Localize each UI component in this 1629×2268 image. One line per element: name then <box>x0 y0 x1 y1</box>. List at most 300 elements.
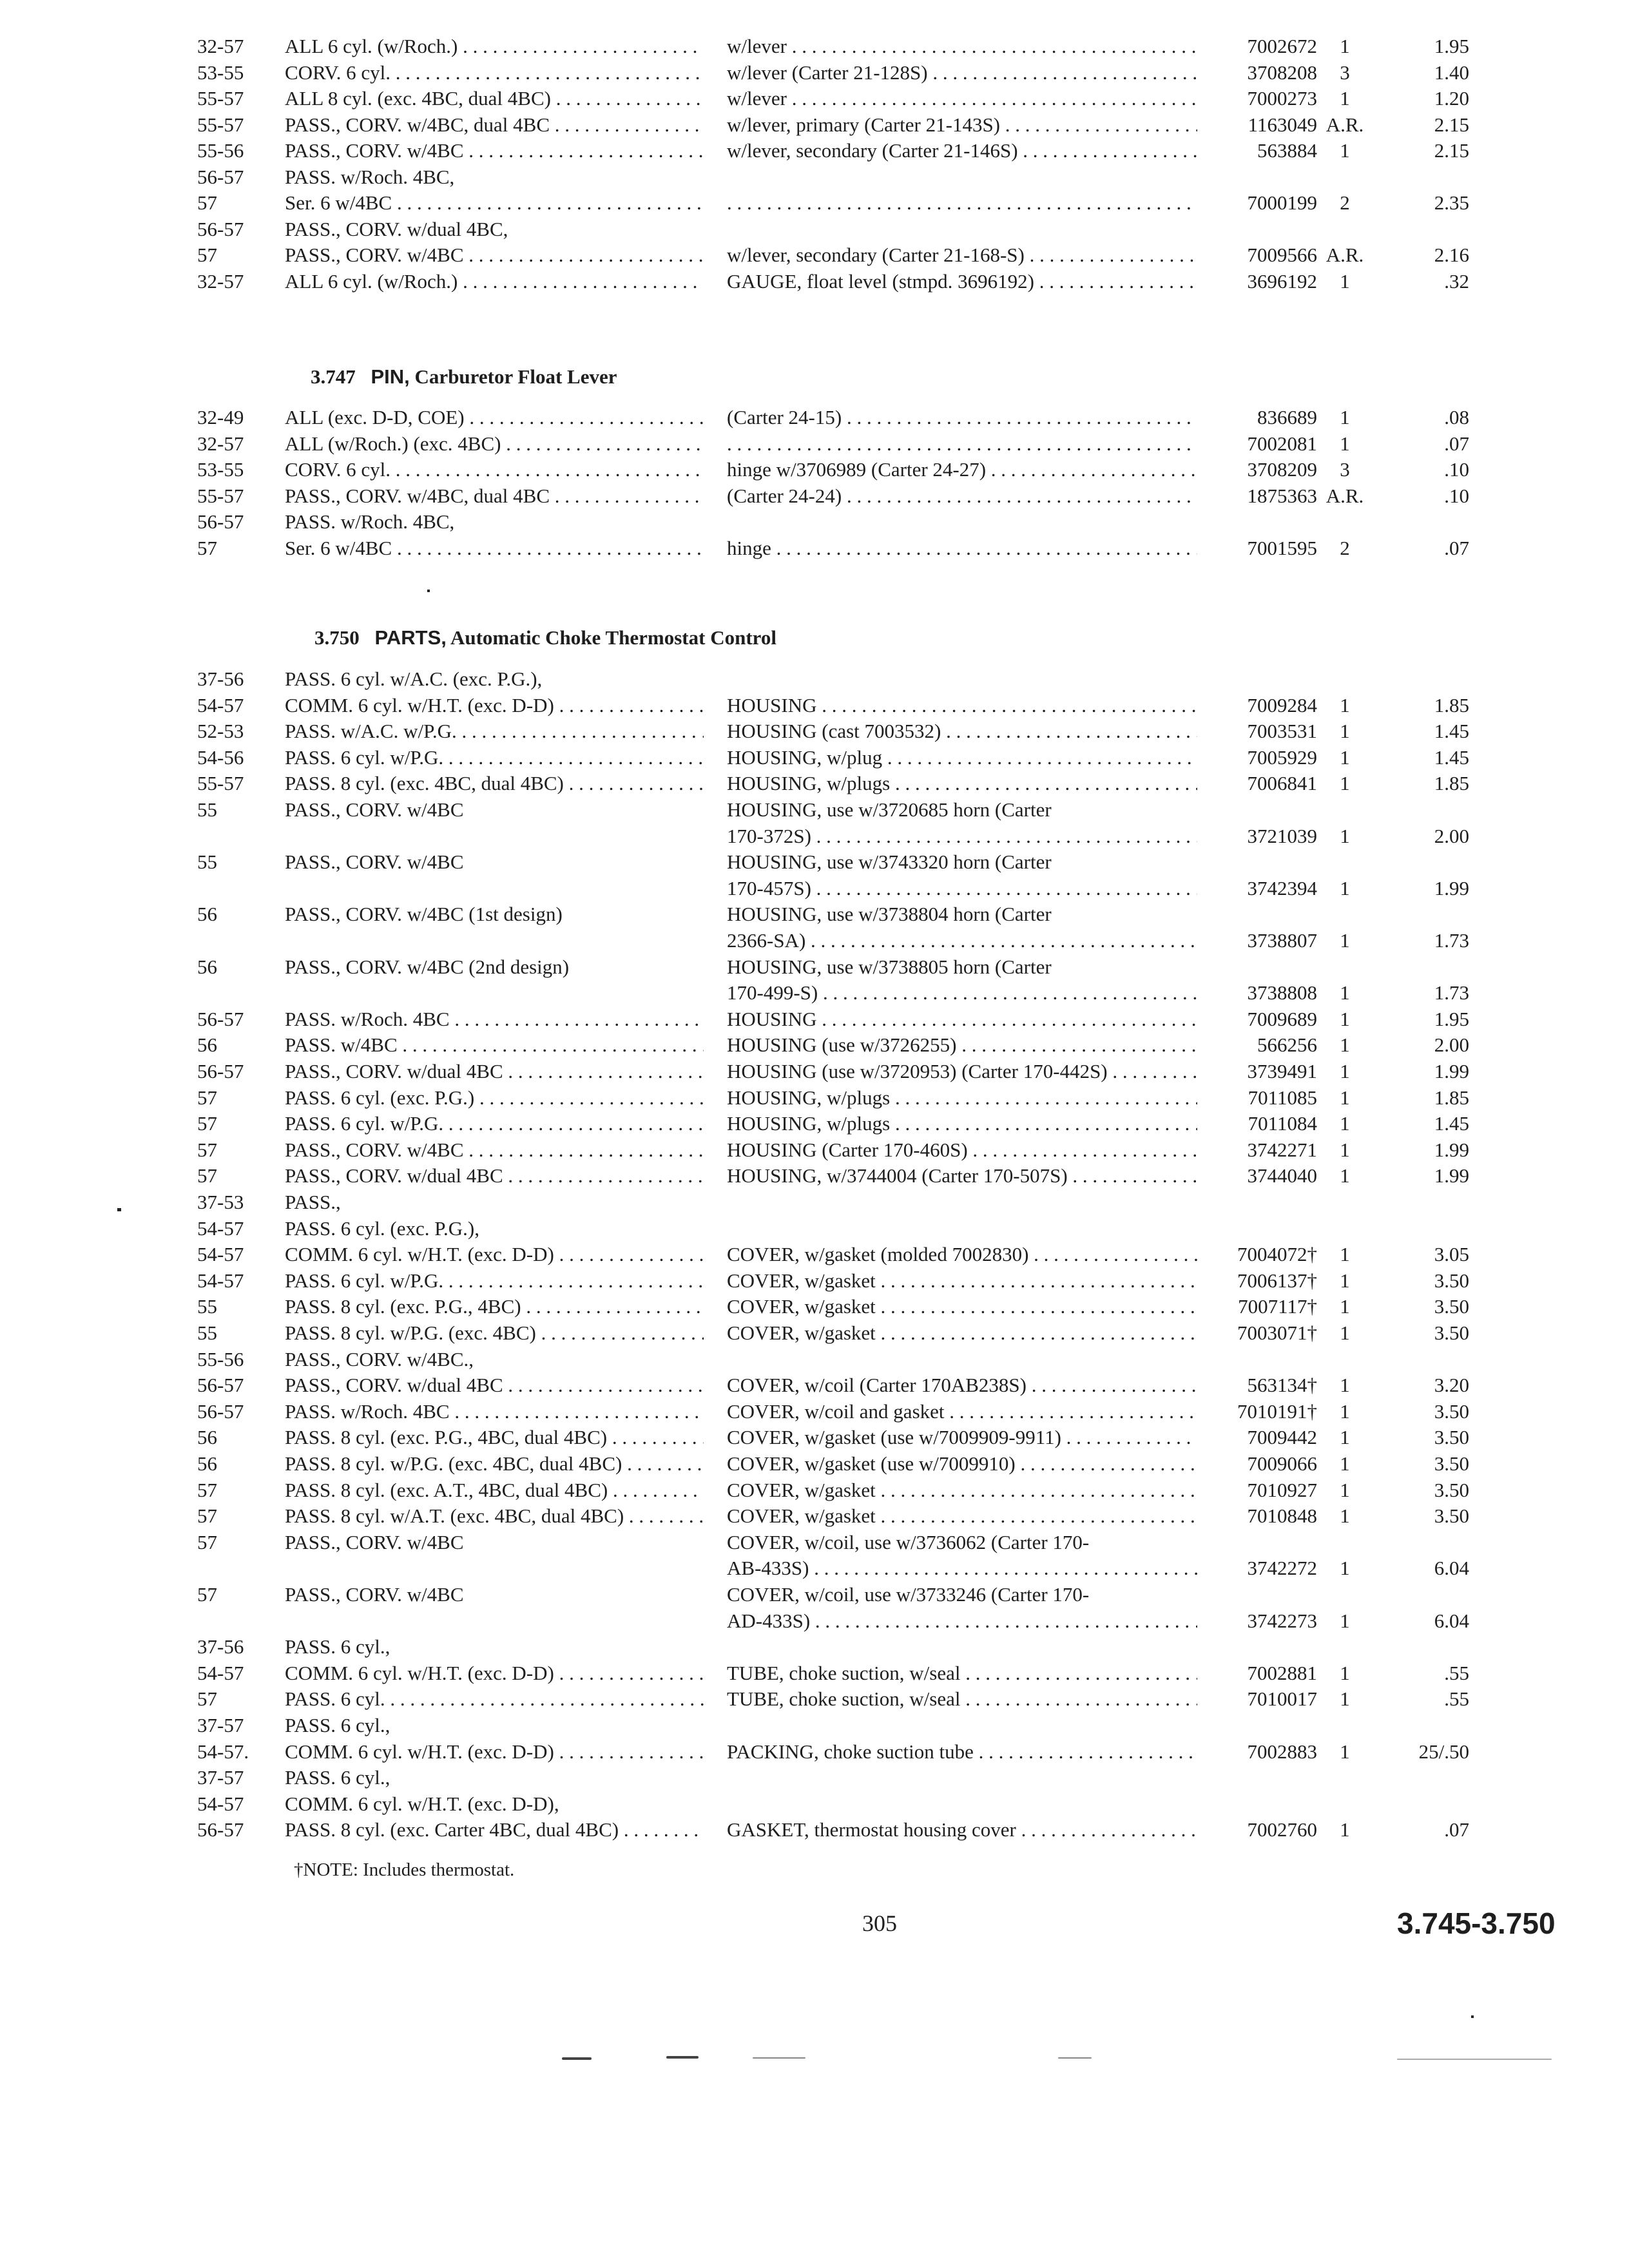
part-description: 2366-SA) . . . <box>727 928 1197 954</box>
model-year: 54-57. <box>197 1740 249 1763</box>
parts-row <box>0 242 1629 268</box>
parts-row <box>0 1739 1629 1765</box>
quantity: 1 <box>1340 35 1350 57</box>
part-number: 7002881 <box>1247 1661 1317 1684</box>
model-applicability: ALL (exc. D-D, COE) . . . <box>285 405 704 430</box>
model-applicability: ALL 6 cyl. (w/Roch.) . . . <box>285 34 704 59</box>
model-applicability: PASS. 6 cyl., <box>285 1714 390 1736</box>
quantity: 1 <box>1340 139 1350 162</box>
parts-row <box>0 1425 1629 1450</box>
model-applicability: CORV. 6 cyl. . . . <box>285 457 704 483</box>
model-year: 56-57 <box>197 1818 244 1841</box>
quantity: 1 <box>1340 1033 1350 1057</box>
model-year: 54-57 <box>197 1243 244 1266</box>
price: 1.99 <box>1434 1138 1469 1161</box>
model-applicability: ALL (w/Roch.) (exc. 4BC) . . . <box>285 431 704 457</box>
part-description: HOUSING, w/plugs . . . <box>727 771 1197 796</box>
parts-row <box>0 164 1629 190</box>
model-year: 37-57 <box>197 1714 244 1736</box>
parts-row <box>0 483 1629 509</box>
model-year: 55-56 <box>197 1347 244 1370</box>
scan-speck <box>1471 2015 1474 2018</box>
parts-row <box>0 509 1629 535</box>
parts-row <box>0 60 1629 86</box>
section-heading-3-747 <box>311 365 617 389</box>
quantity: 1 <box>1340 1374 1350 1397</box>
parts-row <box>0 1059 1629 1084</box>
price: 3.50 <box>1434 1269 1469 1292</box>
model-applicability: PASS. w/Roch. 4BC . . . <box>285 1006 704 1032</box>
part-description: w/lever, secondary (Carter 21-146S) . . . <box>727 138 1197 164</box>
part-number: 7006137† <box>1237 1269 1317 1292</box>
part-description: AD-433S) . . . <box>727 1608 1197 1634</box>
price: .55 <box>1444 1687 1469 1711</box>
model-applicability: PASS. 6 cyl., <box>285 1766 390 1789</box>
model-year: 54-56 <box>197 745 244 769</box>
model-year: 55-57 <box>197 484 244 507</box>
quantity: 1 <box>1340 1818 1350 1841</box>
parts-row <box>0 1686 1629 1712</box>
quantity: 1 <box>1340 1164 1350 1187</box>
model-year: 32-49 <box>197 406 244 428</box>
model-year: 57 <box>197 1112 217 1135</box>
quantity: A.R. <box>1325 113 1364 136</box>
model-applicability: PASS. w/Roch. 4BC, <box>285 165 455 188</box>
parts-row <box>0 457 1629 483</box>
model-applicability: PASS., CORV. w/dual 4BC, <box>285 217 508 240</box>
parts-row <box>0 269 1629 294</box>
quantity: 1 <box>1340 1661 1350 1684</box>
price: 6.04 <box>1434 1557 1469 1580</box>
model-applicability: PASS. 6 cyl. w/P.G. . . . <box>285 1111 704 1137</box>
part-description: hinge w/3706989 (Carter 24-27) . . . <box>727 457 1197 483</box>
quantity: 1 <box>1340 1399 1350 1423</box>
model-year: 56 <box>197 1452 217 1475</box>
section-title-word: PARTS, <box>374 626 447 649</box>
price: 3.50 <box>1434 1321 1469 1344</box>
part-description: hinge . . . <box>727 535 1197 561</box>
parts-row <box>0 34 1629 59</box>
part-description: HOUSING (cast 7003532) . . . <box>727 718 1197 744</box>
parts-row <box>0 718 1629 744</box>
parts-row <box>0 1372 1629 1398</box>
parts-row <box>0 797 1629 823</box>
part-description: w/lever . . . <box>727 86 1197 111</box>
price: 1.45 <box>1434 745 1469 769</box>
model-year: 32-57 <box>197 432 244 455</box>
model-year: 56-57 <box>197 1374 244 1397</box>
scan-smudge <box>753 2057 805 2059</box>
quantity: 2 <box>1340 537 1350 559</box>
quantity: 1 <box>1340 269 1350 293</box>
quantity: 1 <box>1340 824 1350 847</box>
model-applicability: PASS. 8 cyl. w/A.T. (exc. 4BC, dual 4BC) . . . <box>285 1503 704 1529</box>
quantity: 1 <box>1340 1452 1350 1475</box>
scan-speck <box>427 590 430 592</box>
price: .10 <box>1444 458 1469 481</box>
quantity: 1 <box>1340 406 1350 428</box>
section-title-word: PIN, <box>371 365 410 388</box>
model-year: 57 <box>197 1687 217 1711</box>
quantity: 1 <box>1340 981 1350 1004</box>
model-year: 54-57 <box>197 1269 244 1292</box>
quantity: 2 <box>1340 191 1350 214</box>
parts-row <box>0 86 1629 111</box>
parts-row <box>0 771 1629 796</box>
parts-row <box>0 405 1629 430</box>
price: .07 <box>1444 432 1469 455</box>
parts-row <box>0 1294 1629 1320</box>
model-applicability: COMM. 6 cyl. w/H.T. (exc. D-D) . . . <box>285 693 704 718</box>
part-number: 3708208 <box>1247 61 1317 84</box>
parts-row <box>0 876 1629 901</box>
quantity: 1 <box>1340 432 1350 455</box>
price: 3.20 <box>1434 1374 1469 1397</box>
part-number: 7011085 <box>1248 1086 1317 1109</box>
part-description: COVER, w/coil, use w/3733246 (Carter 170- <box>727 1583 1090 1606</box>
parts-row <box>0 1137 1629 1163</box>
model-applicability: PASS. 8 cyl. (exc. P.G., 4BC, dual 4BC) . . . <box>285 1425 704 1450</box>
quantity: 1 <box>1340 1687 1350 1711</box>
quantity: 3 <box>1340 61 1350 84</box>
model-applicability: PASS. 8 cyl. (exc. P.G., 4BC) . . . <box>285 1294 704 1320</box>
quantity: 1 <box>1340 1321 1350 1344</box>
price: 6.04 <box>1434 1609 1469 1632</box>
quantity: 1 <box>1340 745 1350 769</box>
model-year: 37-56 <box>197 668 244 690</box>
price: 1.99 <box>1434 1164 1469 1187</box>
model-applicability: PASS., CORV. w/4BC, dual 4BC . . . <box>285 112 704 138</box>
model-year: 57 <box>197 191 217 214</box>
parts-row <box>0 1451 1629 1477</box>
price: 2.15 <box>1434 113 1469 136</box>
part-number: 563134† <box>1247 1374 1317 1397</box>
part-description: COVER, w/gasket . . . <box>727 1477 1197 1503</box>
part-number: 7000273 <box>1247 87 1317 110</box>
price: 2.35 <box>1434 191 1469 214</box>
model-year: 55 <box>197 798 217 821</box>
model-applicability: PASS., CORV. w/4BC . . . <box>285 138 704 164</box>
model-year: 52-53 <box>197 720 244 743</box>
model-applicability: PASS., CORV. w/dual 4BC . . . <box>285 1163 704 1189</box>
model-applicability: PASS. 6 cyl. w/P.G. . . . <box>285 1268 704 1294</box>
price: 1.73 <box>1434 981 1469 1004</box>
part-description: w/lever, secondary (Carter 21-168-S) . . . <box>727 242 1197 268</box>
price: 3.50 <box>1434 1452 1469 1475</box>
price: 3.50 <box>1434 1426 1469 1449</box>
part-description: HOUSING, w/plugs . . . <box>727 1085 1197 1111</box>
part-number: 3708209 <box>1247 458 1317 481</box>
model-applicability: PASS., CORV. w/4BC . . . <box>285 242 704 268</box>
model-year: 56-57 <box>197 1399 244 1423</box>
parts-row <box>0 1713 1629 1738</box>
price: 1.45 <box>1434 1112 1469 1135</box>
model-applicability: PASS., CORV. w/4BC., <box>285 1347 474 1370</box>
parts-row <box>0 1216 1629 1242</box>
part-number: 1163049 <box>1248 113 1317 136</box>
parts-row <box>0 1582 1629 1608</box>
quantity: 1 <box>1340 1295 1350 1318</box>
part-number: 7002760 <box>1247 1818 1317 1841</box>
part-description: GASKET, thermostat housing cover . . . <box>727 1817 1197 1843</box>
model-applicability: COMM. 6 cyl. w/H.T. (exc. D-D) . . . <box>285 1242 704 1267</box>
model-year: 32-57 <box>197 35 244 57</box>
model-applicability: PASS., CORV. w/4BC <box>285 1583 464 1606</box>
part-number: 7002883 <box>1247 1740 1317 1763</box>
model-year: 54-57 <box>197 1216 244 1240</box>
part-description: HOUSING . . . <box>727 693 1197 718</box>
part-description: AB-433S) . . . <box>727 1555 1197 1581</box>
parts-row <box>0 1791 1629 1817</box>
model-year: 56-57 <box>197 217 244 240</box>
quantity: 1 <box>1340 1007 1350 1030</box>
price: 1.40 <box>1434 61 1469 84</box>
quantity: 1 <box>1340 1060 1350 1082</box>
parts-row <box>0 190 1629 216</box>
model-applicability: CORV. 6 cyl. . . . <box>285 60 704 86</box>
model-applicability: PASS. 6 cyl. . . . <box>285 1686 704 1712</box>
part-number: 7009066 <box>1247 1452 1317 1475</box>
part-description: (Carter 24-15) . . . <box>727 405 1197 430</box>
parts-row <box>0 1111 1629 1137</box>
section-title: Automatic Choke Thermostat Control <box>450 626 776 649</box>
price: 1.95 <box>1434 35 1469 57</box>
price: 3.50 <box>1434 1399 1469 1423</box>
quantity: 1 <box>1340 1609 1350 1632</box>
model-year: 54-57 <box>197 1661 244 1684</box>
part-description: HOUSING, w/3744004 (Carter 170-507S) . . . <box>727 1163 1197 1189</box>
model-year: 56 <box>197 1033 217 1057</box>
part-description: COVER, w/coil, use w/3736062 (Carter 170- <box>727 1530 1090 1553</box>
part-description: HOUSING, use w/3720685 horn (Carter <box>727 798 1052 821</box>
part-description: COVER, w/gasket . . . <box>727 1503 1197 1529</box>
price: 3.50 <box>1434 1478 1469 1501</box>
part-number: 3742273 <box>1247 1609 1317 1632</box>
price: 2.15 <box>1434 139 1469 162</box>
parts-row <box>0 666 1629 692</box>
quantity: 1 <box>1340 1426 1350 1449</box>
model-year: 57 <box>197 1583 217 1606</box>
part-number: 7001595 <box>1247 537 1317 559</box>
parts-row <box>0 1503 1629 1529</box>
model-year: 57 <box>197 1138 217 1161</box>
model-year: 37-53 <box>197 1191 244 1213</box>
model-year: 55 <box>197 850 217 874</box>
part-number: 7010927 <box>1247 1478 1317 1501</box>
part-description: COVER, w/gasket . . . <box>727 1268 1197 1294</box>
model-year: 32-57 <box>197 269 244 293</box>
model-applicability: PASS. 8 cyl. (exc. Carter 4BC, dual 4BC) . . . <box>285 1817 704 1843</box>
part-description <box>727 431 1197 457</box>
model-year: 54-57 <box>197 1792 244 1815</box>
price: 2.00 <box>1434 824 1469 847</box>
price: 1.85 <box>1434 1086 1469 1109</box>
model-applicability: COMM. 6 cyl. w/H.T. (exc. D-D) . . . <box>285 1739 704 1765</box>
part-number: 7003071† <box>1237 1321 1317 1344</box>
part-number: 836689 <box>1257 406 1317 428</box>
price: 3.50 <box>1434 1295 1469 1318</box>
quantity: 1 <box>1340 876 1350 899</box>
part-description: COVER, w/gasket (use w/7009909-9911) . . . <box>727 1425 1197 1450</box>
section-number: 3.750 <box>314 626 360 649</box>
model-applicability: PASS., CORV. w/4BC <box>285 1530 464 1553</box>
parts-row <box>0 431 1629 457</box>
part-number: 7005929 <box>1247 745 1317 769</box>
part-description: HOUSING (use w/3726255) . . . <box>727 1032 1197 1058</box>
part-description: HOUSING, use w/3743320 horn (Carter <box>727 850 1052 874</box>
part-number: 7006841 <box>1247 772 1317 795</box>
price: 1.85 <box>1434 772 1469 795</box>
footnote: †NOTE: Includes thermostat. <box>294 1860 515 1880</box>
model-applicability: ALL 8 cyl. (exc. 4BC, dual 4BC) . . . <box>285 86 704 111</box>
parts-row <box>0 112 1629 138</box>
part-description: HOUSING, w/plugs . . . <box>727 1111 1197 1137</box>
model-year: 56-57 <box>197 1060 244 1082</box>
model-year: 37-56 <box>197 1635 244 1658</box>
parts-row <box>0 823 1629 849</box>
part-number: 7000199 <box>1247 191 1317 214</box>
parts-row <box>0 693 1629 718</box>
model-year: 37-57 <box>197 1766 244 1789</box>
quantity: 1 <box>1340 1243 1350 1266</box>
model-applicability: PASS., CORV. w/4BC, dual 4BC . . . <box>285 483 704 509</box>
parts-row <box>0 1268 1629 1294</box>
part-description: COVER, w/gasket (molded 7002830) . . . <box>727 1242 1197 1267</box>
parts-row <box>0 535 1629 561</box>
part-description: GAUGE, float level (stmpd. 3696192) . . . <box>727 269 1197 294</box>
price: .08 <box>1444 406 1469 428</box>
model-year: 57 <box>197 1086 217 1109</box>
part-description: HOUSING, use w/3738804 horn (Carter <box>727 903 1052 926</box>
model-applicability: PASS. 6 cyl. (exc. P.G.) . . . <box>285 1085 704 1111</box>
model-applicability: Ser. 6 w/4BC . . . <box>285 190 704 216</box>
quantity: 1 <box>1340 1086 1350 1109</box>
parts-row <box>0 1765 1629 1791</box>
parts-row <box>0 1163 1629 1189</box>
parts-row <box>0 216 1629 242</box>
part-description: 170-372S) . . . <box>727 823 1197 849</box>
model-applicability: ALL 6 cyl. (w/Roch.) . . . <box>285 269 704 294</box>
price: 1.45 <box>1434 720 1469 743</box>
parts-row <box>0 1085 1629 1111</box>
section-title: Carburetor Float Lever <box>414 365 617 388</box>
part-number: 7010191† <box>1237 1399 1317 1423</box>
part-number: 7009689 <box>1247 1007 1317 1030</box>
quantity: 1 <box>1340 1557 1350 1580</box>
quantity: A.R. <box>1325 244 1364 266</box>
quantity: 1 <box>1340 1478 1350 1501</box>
part-number: 7010848 <box>1247 1504 1317 1528</box>
model-year: 55-57 <box>197 772 244 795</box>
model-applicability: PASS., CORV. w/4BC . . . <box>285 1137 704 1163</box>
model-year: 57 <box>197 244 217 266</box>
parts-row <box>0 954 1629 980</box>
price: 1.99 <box>1434 876 1469 899</box>
parts-row <box>0 901 1629 927</box>
price: 3.50 <box>1434 1504 1469 1528</box>
part-number: 3742394 <box>1247 876 1317 899</box>
parts-row <box>0 1006 1629 1032</box>
model-year: 54-57 <box>197 693 244 716</box>
model-year: 57 <box>197 537 217 559</box>
quantity: 1 <box>1340 1504 1350 1528</box>
part-number: 7009566 <box>1247 244 1317 266</box>
price: 25/.50 <box>1418 1740 1469 1763</box>
model-applicability: PASS. w/Roch. 4BC, <box>285 510 455 533</box>
part-number: 3739491 <box>1247 1060 1317 1082</box>
model-applicability: PASS. 8 cyl. w/P.G. (exc. 4BC, dual 4BC) . . . <box>285 1451 704 1477</box>
part-description: HOUSING (use w/3720953) (Carter 170-442S) . . . <box>727 1059 1197 1084</box>
part-description: 170-499-S) . . . <box>727 980 1197 1006</box>
parts-row <box>0 1189 1629 1215</box>
model-applicability: PASS. 6 cyl. w/P.G. . . . <box>285 745 704 771</box>
price: 1.20 <box>1434 87 1469 110</box>
part-description: 170-457S) . . . <box>727 876 1197 901</box>
model-applicability: PASS. w/Roch. 4BC . . . <box>285 1399 704 1425</box>
part-number: 7009284 <box>1247 693 1317 716</box>
parts-row <box>0 138 1629 164</box>
quantity: 1 <box>1340 87 1350 110</box>
model-year: 56-57 <box>197 510 244 533</box>
model-applicability: COMM. 6 cyl. w/H.T. (exc. D-D), <box>285 1792 559 1815</box>
price: .10 <box>1444 484 1469 507</box>
quantity: 1 <box>1340 1112 1350 1135</box>
scan-smudge <box>1058 2057 1092 2059</box>
model-year: 55 <box>197 1295 217 1318</box>
part-number: 3696192 <box>1247 269 1317 293</box>
model-applicability: PASS. 8 cyl. (exc. A.T., 4BC, dual 4BC) . . . <box>285 1477 704 1503</box>
model-year: 56-57 <box>197 165 244 188</box>
model-year: 56 <box>197 1426 217 1449</box>
part-number: 7007117† <box>1238 1295 1317 1318</box>
parts-row <box>0 1399 1629 1425</box>
part-description: COVER, w/gasket . . . <box>727 1294 1197 1320</box>
section-range: 3.745-3.750 <box>1397 1907 1556 1940</box>
part-description: HOUSING, use w/3738805 horn (Carter <box>727 955 1052 978</box>
model-year: 57 <box>197 1504 217 1528</box>
model-year: 53-55 <box>197 458 244 481</box>
model-year: 56 <box>197 955 217 978</box>
model-applicability: PASS. 6 cyl., <box>285 1635 390 1658</box>
parts-row <box>0 1242 1629 1267</box>
price: 2.00 <box>1434 1033 1469 1057</box>
page-number: 305 <box>862 1910 897 1936</box>
price: 3.05 <box>1434 1243 1469 1266</box>
part-number: 3738808 <box>1247 981 1317 1004</box>
parts-row <box>0 1032 1629 1058</box>
model-applicability: PASS., CORV. w/4BC <box>285 798 464 821</box>
model-year: 53-55 <box>197 61 244 84</box>
scan-smudge <box>562 2057 592 2060</box>
price: 1.85 <box>1434 693 1469 716</box>
part-description: COVER, w/coil (Carter 170AB238S) . . . <box>727 1372 1197 1398</box>
part-description: TUBE, choke suction, w/seal . . . <box>727 1686 1197 1712</box>
quantity: 1 <box>1340 929 1350 952</box>
part-description <box>727 190 1197 216</box>
price: 1.95 <box>1434 1007 1469 1030</box>
parts-row <box>0 1530 1629 1555</box>
parts-row <box>0 1347 1629 1372</box>
part-number: 566256 <box>1257 1033 1317 1057</box>
model-applicability: COMM. 6 cyl. w/H.T. (exc. D-D) . . . <box>285 1660 704 1686</box>
price: 2.16 <box>1434 244 1469 266</box>
parts-row <box>0 745 1629 771</box>
model-year: 57 <box>197 1530 217 1553</box>
part-number: 7009442 <box>1247 1426 1317 1449</box>
part-description: (Carter 24-24) . . . <box>727 483 1197 509</box>
parts-row <box>0 1555 1629 1581</box>
part-number: 3744040 <box>1247 1164 1317 1187</box>
